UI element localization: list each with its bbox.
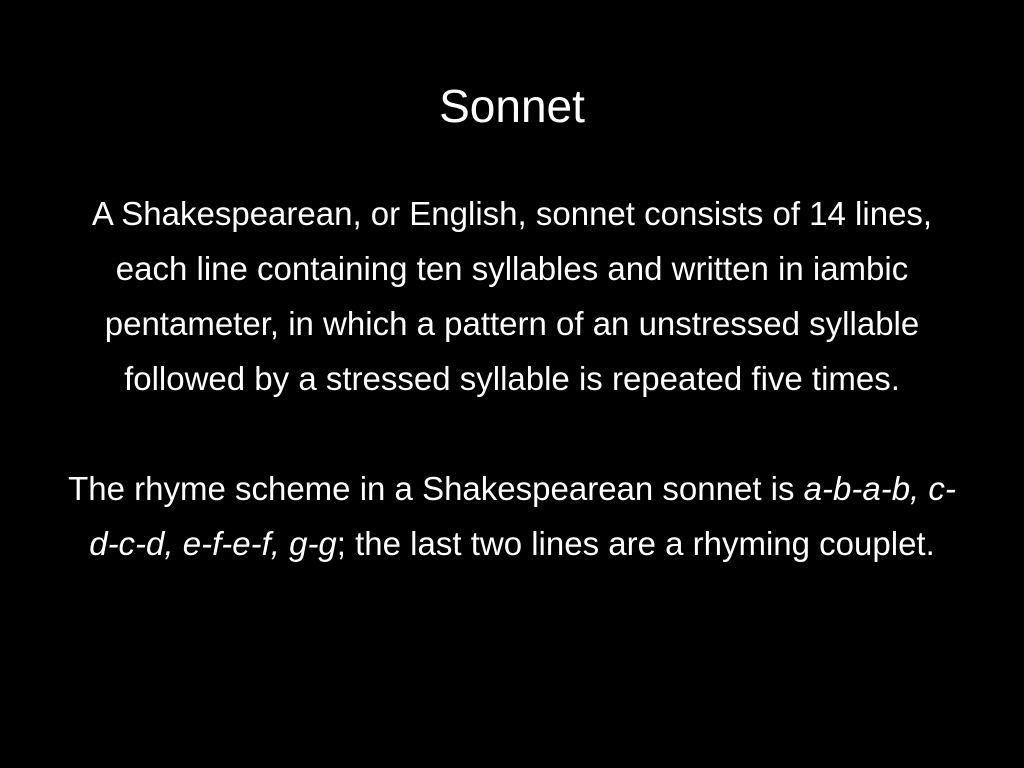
slide-body <box>56 186 968 571</box>
rhyme-scheme-paragraph <box>56 461 968 571</box>
rhyme-scheme-pattern: a-b-a-b, c-d-c-d, e-f-e-f, g-g <box>89 470 956 562</box>
rhyme-scheme-intro: The rhyme scheme in a Shakespearean sonnet is <box>68 470 804 507</box>
rhyme-scheme-conclusion: ; the last two lines are a rhyming couplet. <box>336 525 935 562</box>
sonnet-definition-paragraph: A Shakespearean, or English, sonnet consists of 14 lines, each line containing ten syllables and written in iambic pentameter, in which a pattern of an unstressed syllable followed by a stressed syllable is repeated five times. <box>91 195 933 397</box>
paragraph-spacer <box>56 406 968 461</box>
slide-title: Sonnet <box>439 80 585 132</box>
